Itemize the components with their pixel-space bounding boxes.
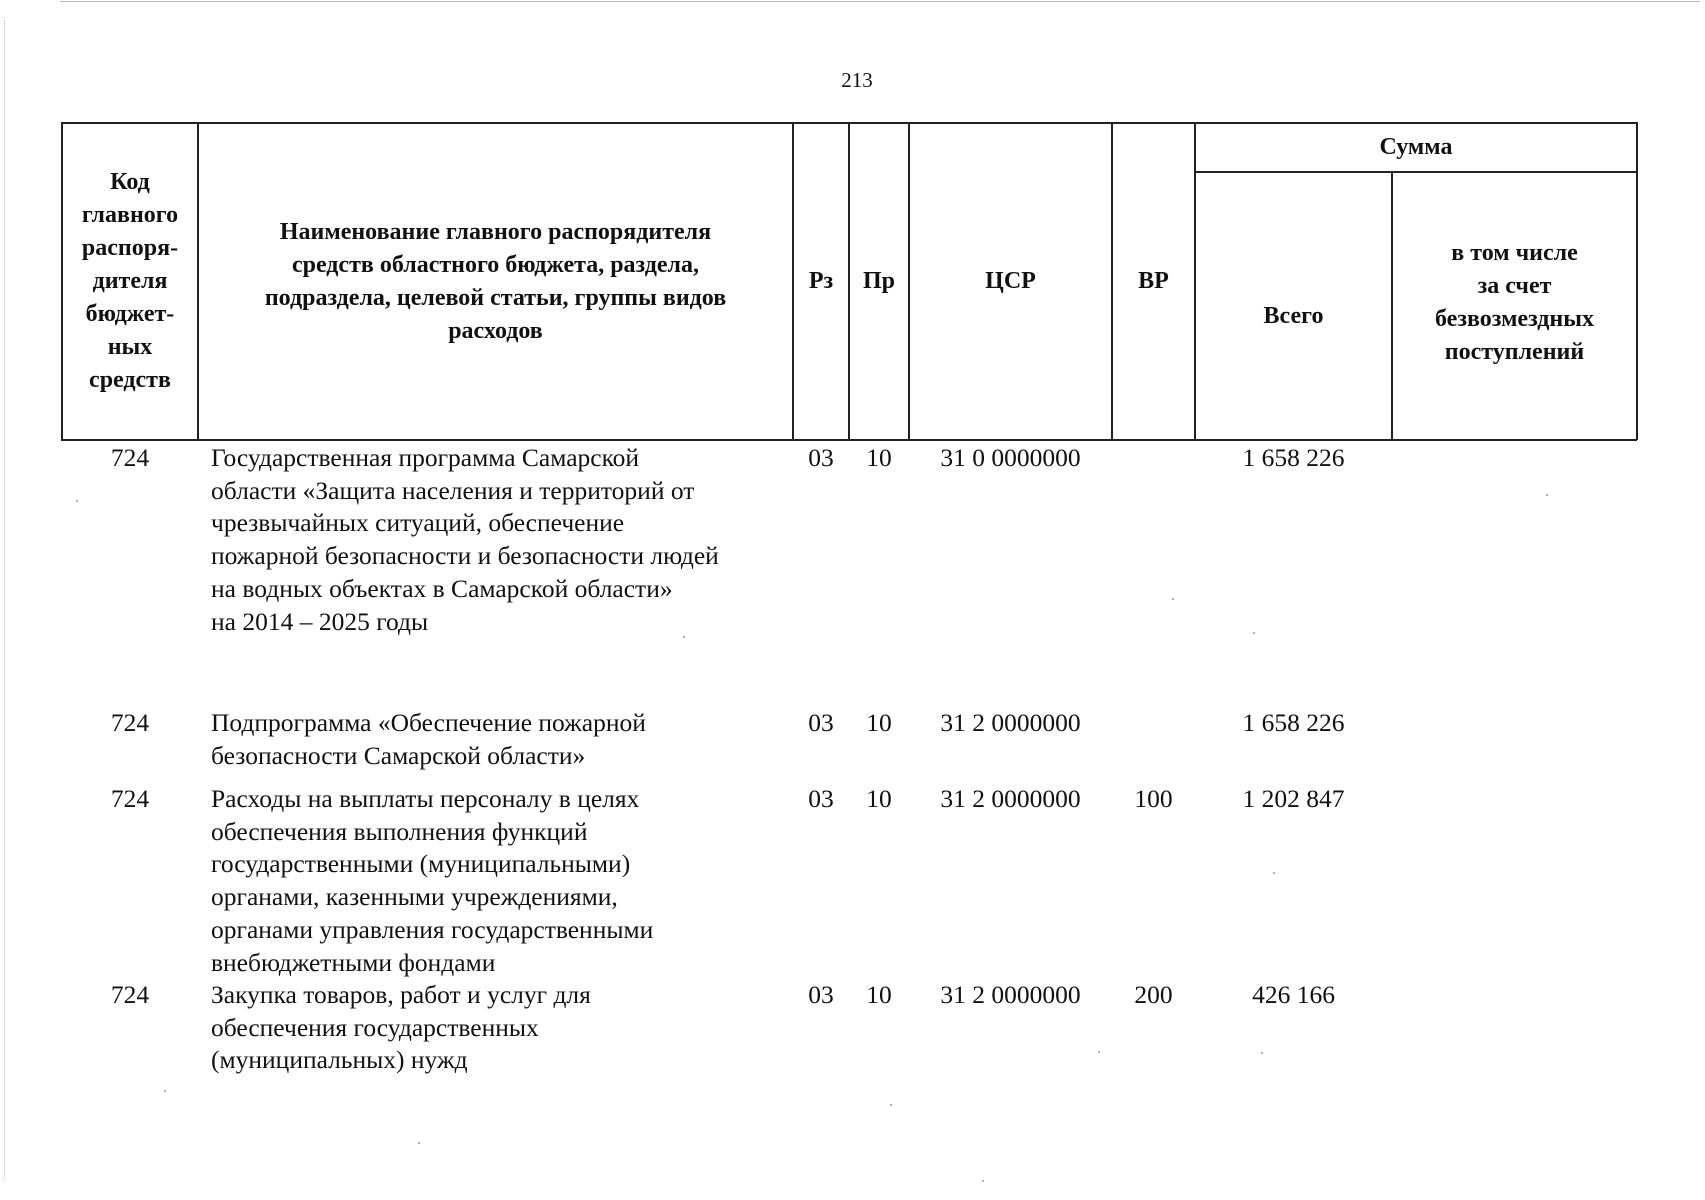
header-pr: Пр [862,268,895,294]
row-total: 1 202 847 [1242,784,1345,813]
row-name: Государственная программа Самарской области «Защита населения и территорий от чрезвычайных ситуаций, обеспечение пожарной безопасности и безопасности людей на водных объектах в Самарской области» на 2014 – 2025 годы [211,443,719,636]
row-csr: 31 2 0000000 [940,708,1081,737]
row-total: 1 658 226 [1242,443,1345,472]
header-vr: ВР [1138,268,1169,294]
row-pr: 10 [866,708,892,737]
row-code: 724 [110,443,150,472]
row-code: 724 [110,708,150,737]
scan-speck [1098,1051,1100,1053]
scan-speck [76,500,78,502]
header-total: Всего [1263,302,1324,329]
row-pr: 10 [866,980,892,1009]
col-border [1636,122,1638,440]
scan-edge-top [60,1,1700,2]
row-name: Закупка товаров, работ и услуг для обеспечения государственных (муниципальных) нужд [211,980,591,1075]
scan-speck [1261,1052,1263,1054]
row-pr: 10 [866,443,892,472]
row-code: 724 [110,980,150,1009]
row-rz: 03 [808,980,834,1009]
scan-edge-left [4,20,5,1180]
row-rz: 03 [808,708,834,737]
row-csr: 31 2 0000000 [940,980,1081,1009]
row-rz: 03 [808,443,834,472]
scan-speck [164,1090,166,1092]
scan-speck [418,1142,420,1144]
row-name: Расходы на выплаты персоналу в целях обеспечения выполнения функций государственными (муниципальными) органами, казенными учреждениями, органами управления государственными внебюджетными фондами [211,784,654,977]
row-rz: 03 [808,784,834,813]
row-vr: 200 [1134,980,1173,1009]
header-name: Наименование главного распорядителя средств областного бюджета, раздела, подраздела, целевой статьи, группы видов расходов [264,218,727,344]
scan-speck [890,1104,892,1106]
row-pr: 10 [866,784,892,813]
header-code: Код главного распоря- дителя бюджет- ных средств [81,169,179,393]
page-number: 213 [841,68,873,92]
row-code: 724 [110,784,150,813]
row-csr: 31 2 0000000 [940,784,1081,813]
row-name: Подпрограмма «Обеспечение пожарной безопасности Самарской области» [211,708,646,770]
scan-speck [1273,872,1275,874]
scan-speck [683,636,685,638]
scan-speck [1253,632,1255,634]
scan-speck [982,1180,984,1182]
row-total: 426 166 [1252,980,1335,1009]
header-sum: Сумма [1379,134,1453,160]
header-grants: в том числе за счет безвозмездных поступлений [1435,240,1594,365]
scan-speck [1172,598,1174,600]
row-vr: 100 [1134,784,1173,813]
header-rz: Рз [808,268,834,294]
scan-speck [1546,494,1548,496]
header-csr: ЦСР [985,268,1036,294]
row-total: 1 658 226 [1242,708,1345,737]
row-csr: 31 0 0000000 [940,443,1081,472]
